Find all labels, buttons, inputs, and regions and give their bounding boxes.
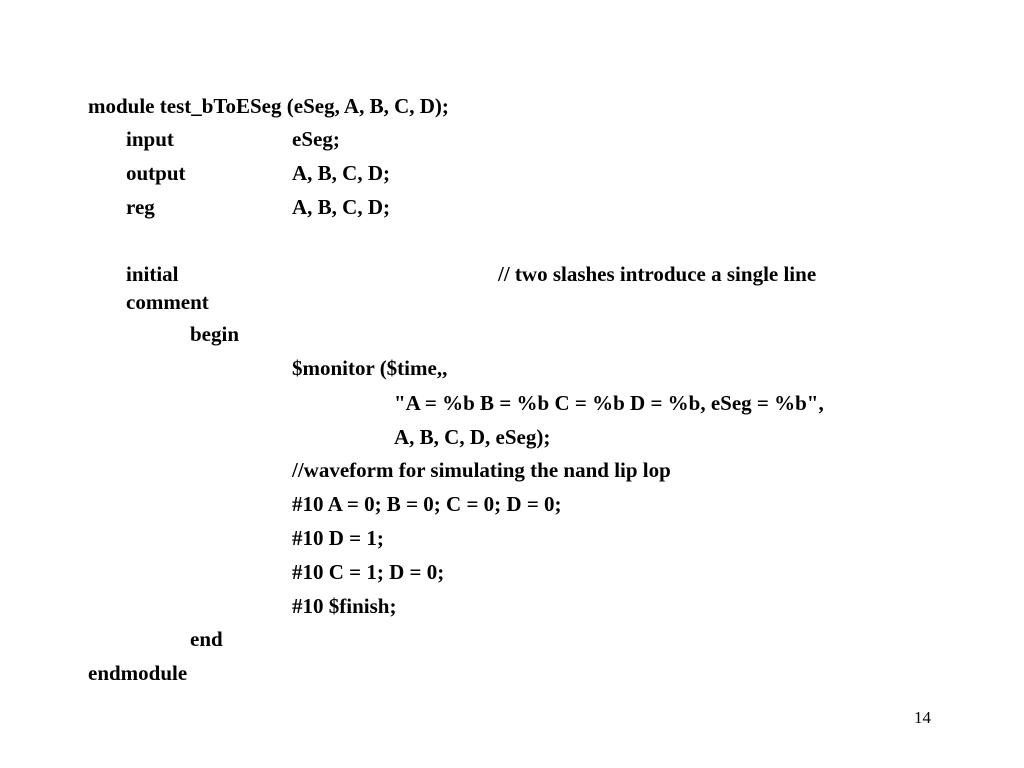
statement-line-2: #10 D = 1;: [292, 526, 384, 550]
page-number: 14: [914, 708, 931, 727]
initial-keyword: initial: [126, 262, 179, 286]
statement-line-4: #10 $finish;: [292, 594, 397, 618]
monitor-format-string: "A = %b B = %b C = %b D = %b, eSeg = %b",: [394, 391, 824, 415]
monitor-call-line: $monitor ($time,,: [292, 356, 448, 380]
endmodule-keyword: endmodule: [88, 661, 188, 685]
reg-variables: A, B, C, D;: [292, 195, 390, 219]
input-variables: eSeg;: [292, 127, 340, 151]
output-keyword: output: [126, 161, 186, 185]
output-variables: A, B, C, D;: [292, 161, 390, 185]
input-keyword: input: [126, 127, 174, 151]
statement-line-1: #10 A = 0; B = 0; C = 0; D = 0;: [292, 492, 562, 516]
monitor-arguments: A, B, C, D, eSeg);: [394, 425, 551, 449]
begin-keyword: begin: [190, 322, 240, 346]
comment-wrap-line: comment: [126, 290, 209, 314]
reg-keyword: reg: [126, 195, 155, 219]
initial-comment: // two slashes introduce a single line: [498, 262, 817, 286]
module-declaration-line: module test_bToESeg (eSeg, A, B, C, D);: [88, 94, 449, 118]
end-keyword: end: [190, 627, 223, 651]
statement-line-3: #10 C = 1; D = 0;: [292, 560, 445, 584]
waveform-comment: //waveform for simulating the nand lip lop: [292, 458, 671, 482]
